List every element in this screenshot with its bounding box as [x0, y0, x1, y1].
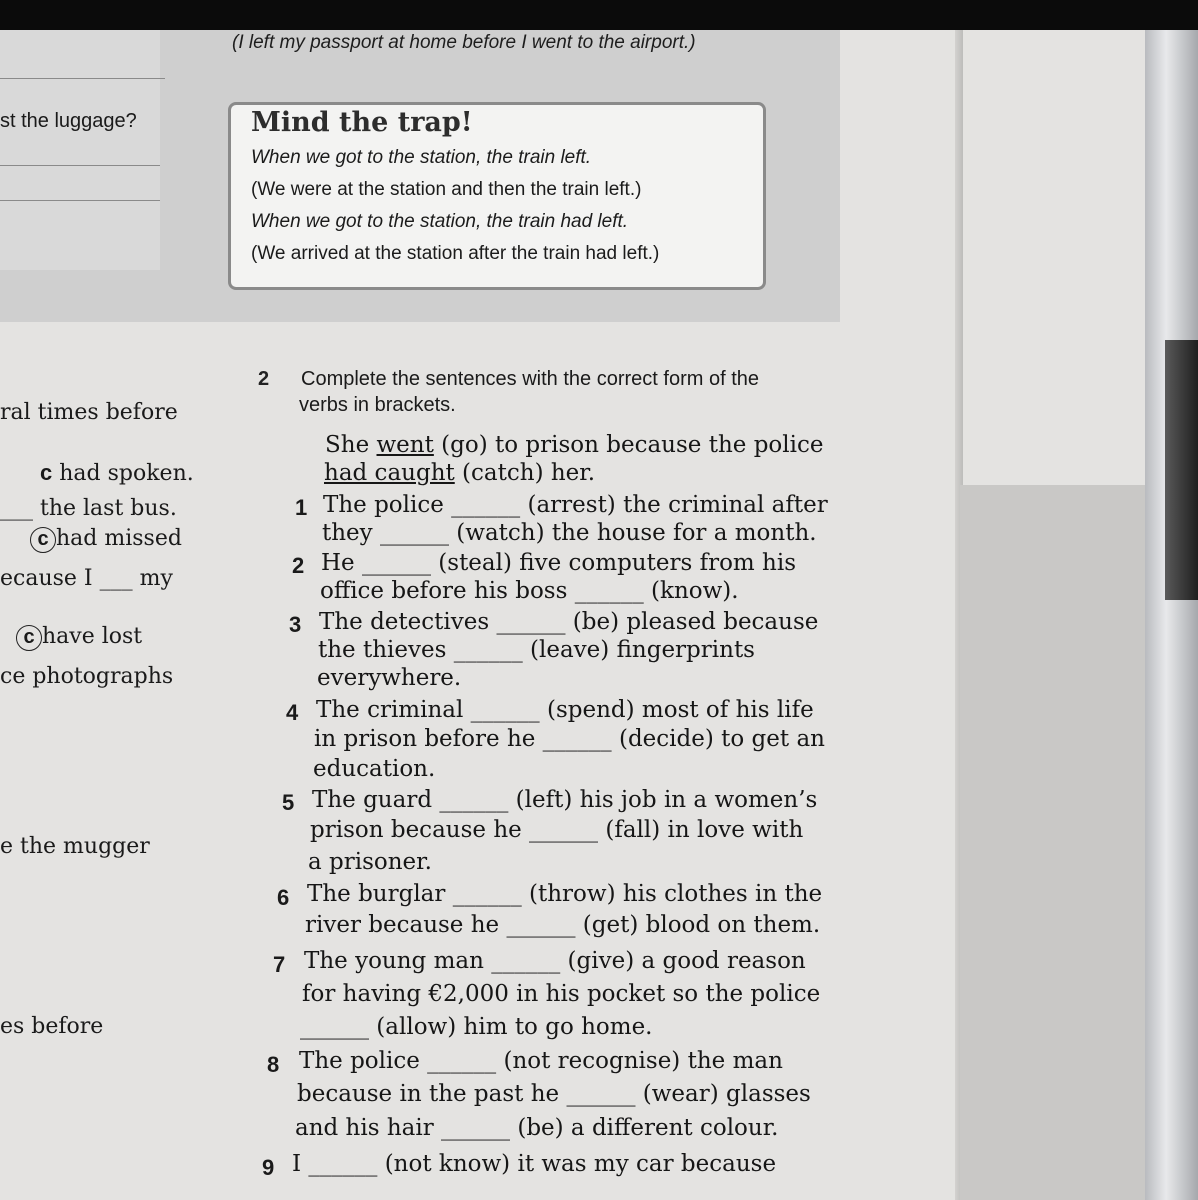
example-answer: had caught	[324, 460, 455, 486]
trap-line: When we got to the station, the train left.	[251, 147, 592, 168]
left-fragment	[40, 460, 194, 486]
item-line: The police ______ (not recognise) the man	[299, 1048, 783, 1074]
answer-line	[0, 200, 160, 201]
item-line: they ______ (watch) the house for a month.	[322, 520, 817, 546]
sentence-text: (catch) her.	[454, 460, 596, 486]
answer-letter: c	[40, 460, 53, 485]
left-fragment-text: the last bus.	[33, 496, 177, 521]
left-fragment	[16, 624, 142, 651]
item-number: 2	[292, 553, 305, 578]
left-fragment: ce photographs	[0, 664, 174, 689]
item-line: because in the past he ______ (wear) glasses	[297, 1081, 811, 1107]
item-line: The criminal ______ (spend) most of his life	[316, 697, 814, 723]
item-number: 9	[262, 1155, 275, 1180]
left-fragment-text: my	[139, 566, 173, 591]
exercise-instruction: Complete the sentences with the correct form of the	[301, 368, 759, 390]
left-question: st the luggage?	[0, 110, 137, 132]
item-number: 4	[286, 700, 299, 725]
item-line: and his hair ______ (be) a different colour.	[295, 1115, 779, 1141]
item-line: a prisoner.	[308, 849, 432, 875]
item-number: 5	[282, 790, 295, 815]
left-margin-box	[0, 30, 160, 270]
item-line: everywhere.	[317, 665, 462, 691]
left-fragment-text: had spoken.	[52, 461, 194, 486]
item-line: He ______ (steal) five computers from his	[321, 550, 797, 576]
pen-grip	[1165, 340, 1198, 600]
pen	[1145, 30, 1198, 1200]
circled-answer: c	[16, 625, 42, 651]
left-fragment: es before	[0, 1014, 104, 1039]
textbook-page	[0, 30, 1198, 1200]
left-fragment	[0, 496, 177, 521]
item-line: The detectives ______ (be) pleased because	[319, 609, 819, 635]
item-line: The young man ______ (give) a good reason	[304, 948, 806, 974]
item-line: river because he ______ (get) blood on them.	[305, 912, 821, 938]
item-number: 7	[273, 952, 286, 977]
trap-line: (We were at the station and then the train left.)	[251, 179, 642, 200]
left-fragment-text: ecause I	[0, 566, 93, 591]
item-number: 8	[267, 1052, 280, 1077]
left-fragment: e the mugger	[0, 834, 150, 859]
example-sentence	[324, 460, 595, 486]
mind-the-trap-box	[228, 102, 766, 290]
exercise-number: 2	[258, 368, 270, 390]
item-line: ______ (allow) him to go home.	[300, 1014, 653, 1040]
example-note: (I left my passport at home before I went to the airport.)	[232, 32, 696, 53]
trap-line: When we got to the station, the train had left.	[251, 211, 629, 232]
left-fragment-text: have lost	[42, 624, 143, 649]
item-number: 1	[295, 495, 308, 520]
circled-answer: c	[30, 527, 56, 553]
item-line: office before his boss ______ (know).	[320, 578, 739, 604]
item-number: 6	[277, 885, 290, 910]
left-fragment	[30, 526, 182, 553]
item-line: The burglar ______ (throw) his clothes in the	[307, 881, 823, 907]
item-line: The guard ______ (left) his job in a women’s	[312, 787, 818, 813]
left-fragment: ral times before	[0, 400, 178, 425]
item-line: prison because he ______ (fall) in love with	[310, 817, 804, 843]
example-answer: went	[376, 432, 434, 458]
exercise-instruction: verbs in brackets.	[299, 394, 456, 416]
item-line: The police ______ (arrest) the criminal after	[323, 492, 828, 518]
answer-line	[0, 165, 160, 166]
item-line: the thieves ______ (leave) fingerprints	[318, 637, 755, 663]
item-line: in prison before he ______ (decide) to get an	[314, 726, 825, 752]
item-line: for having €2,000 in his pocket so the police	[302, 981, 821, 1007]
item-number: 3	[289, 612, 302, 637]
trap-title: Mind the trap!	[251, 107, 473, 138]
trap-line: (We arrived at the station after the train had left.)	[251, 243, 660, 264]
item-line: education.	[313, 756, 436, 782]
sentence-text: She	[325, 432, 377, 458]
blank: ___	[0, 496, 33, 521]
left-fragment-text: had missed	[56, 526, 182, 551]
blank: ___	[99, 566, 133, 591]
grammar-panel	[0, 30, 840, 322]
answer-line	[0, 78, 165, 79]
item-line: I ______ (not know) it was my car because	[292, 1151, 777, 1177]
example-sentence	[325, 432, 823, 458]
sentence-text: (go) to prison because the police	[433, 432, 824, 458]
left-fragment	[0, 566, 173, 591]
